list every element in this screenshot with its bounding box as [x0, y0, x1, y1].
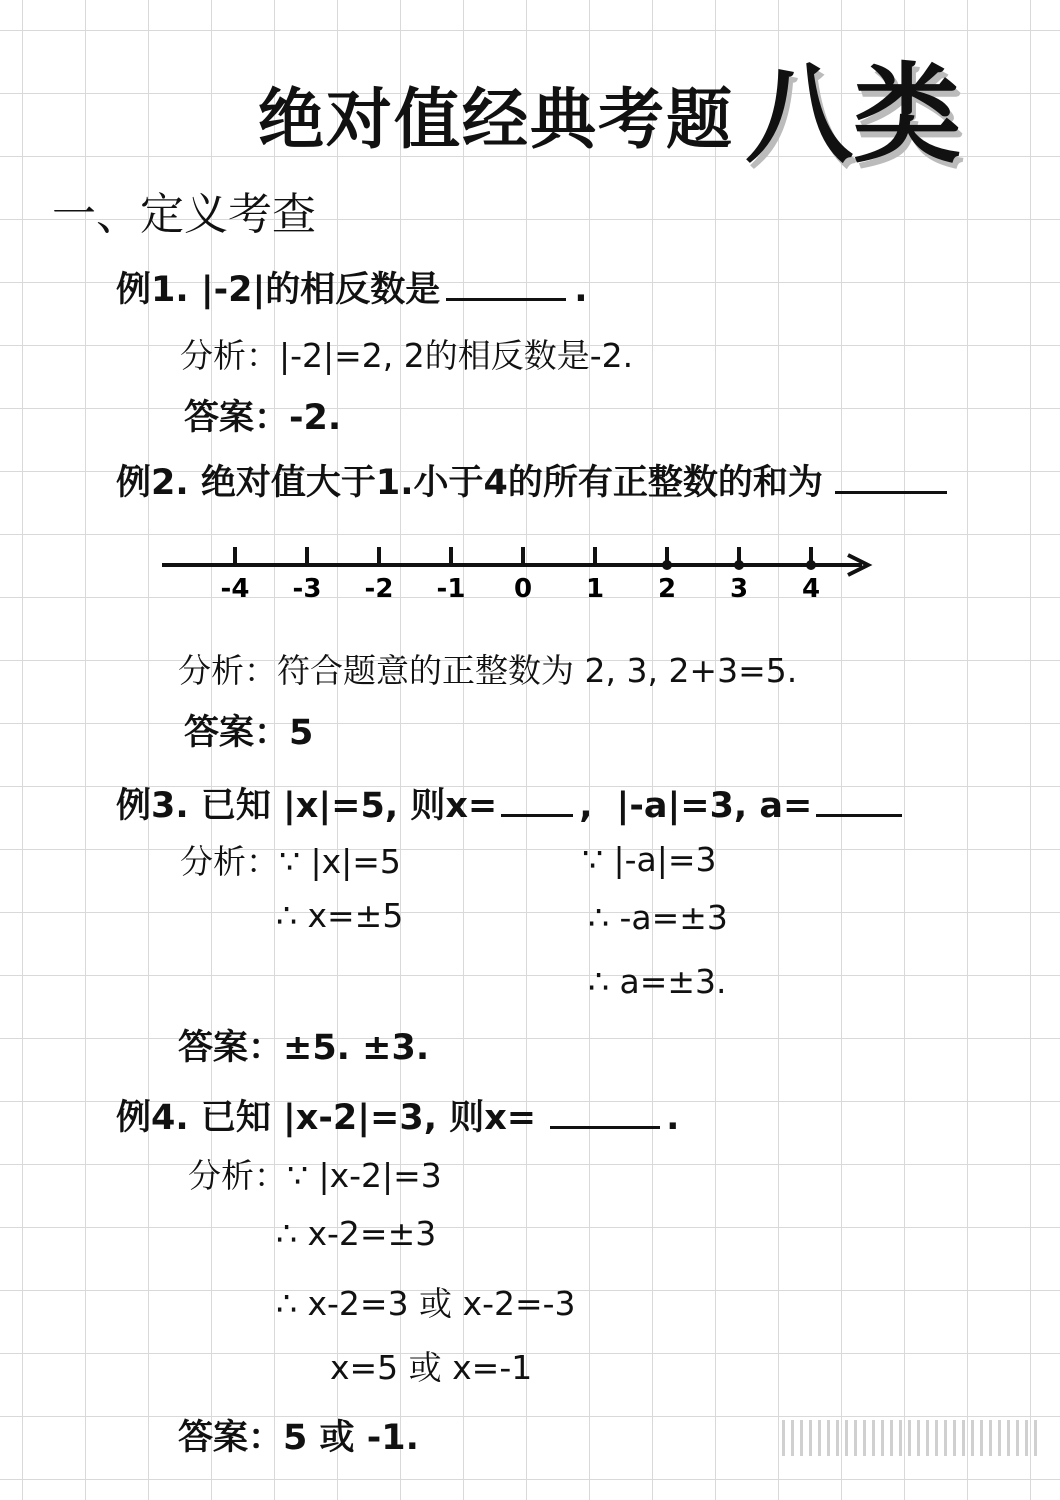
example-4-question-text: 例4. 已知 |x-2|=3, 则x= — [116, 1098, 537, 1138]
number-line-label: -3 — [292, 574, 322, 604]
example-1-answer: 答案：-2. — [184, 398, 342, 438]
page-title-emphasis: 八类 — [745, 53, 962, 178]
number-line-label: 1 — [585, 574, 605, 604]
example-3-question — [116, 778, 902, 828]
example-4-question-end: . — [666, 1098, 680, 1138]
number-line — [150, 520, 880, 610]
answer-blank — [501, 786, 573, 817]
watermark — [782, 1420, 1042, 1456]
example-2-answer: 答案：5 — [184, 713, 314, 753]
example-3-analysis-right-1: ∵ |-a|=3 — [582, 840, 717, 879]
section-heading: 一、定义考查 — [52, 189, 316, 240]
number-line-label: -4 — [220, 574, 250, 604]
number-line-marked-point — [734, 560, 744, 570]
example-2-analysis: 分析：符合题意的正整数为 2, 3, 2+3=5. — [178, 651, 798, 690]
number-line-label: 3 — [729, 574, 749, 604]
example-1-question-text: 例1. |-2|的相反数是 — [116, 270, 441, 310]
example-1-question — [116, 262, 588, 312]
example-3-analysis-right-3: ∴ a=±3. — [588, 962, 727, 1001]
example-3-analysis-left-1: 分析：∵ |x|=5 — [180, 842, 401, 881]
number-line-label: -2 — [364, 574, 394, 604]
page-title: 绝对值经典考题 — [258, 81, 734, 158]
example-4-analysis-4: x=5 或 x=-1 — [330, 1348, 533, 1387]
number-line-label: 0 — [513, 574, 533, 604]
example-4-analysis-1: 分析：∵ |x-2|=3 — [188, 1156, 442, 1195]
answer-blank — [816, 786, 902, 817]
number-line-marked-point — [662, 560, 672, 570]
example-3-analysis-left-2: ∴ x=±5 — [276, 896, 404, 935]
answer-blank — [550, 1098, 660, 1129]
example-4-analysis-2: ∴ x-2=±3 — [276, 1214, 437, 1253]
example-4-question — [116, 1090, 679, 1140]
example-2-question — [116, 455, 947, 505]
example-1-analysis: 分析：|-2|=2, 2的相反数是-2. — [180, 336, 634, 375]
example-2-question-text: 例2. 绝对值大于1.小于4的所有正整数的和为 — [116, 463, 823, 503]
number-line-marked-point — [806, 560, 816, 570]
number-line-label: 4 — [801, 574, 821, 604]
example-4-analysis-3: ∴ x-2=3 或 x-2=-3 — [276, 1284, 576, 1323]
example-3-question-a: 例3. 已知 |x|=5, 则x= — [116, 786, 498, 826]
example-3-separator: , — [579, 786, 593, 826]
number-line-label: -1 — [436, 574, 466, 604]
answer-blank — [835, 463, 947, 494]
number-line-label: 2 — [657, 574, 677, 604]
example-3-answer: 答案：±5. ±3. — [178, 1028, 430, 1068]
example-1-question-end: . — [574, 270, 588, 310]
answer-blank — [446, 270, 566, 301]
example-3-analysis-right-2: ∴ -a=±3 — [588, 898, 728, 937]
example-3-question-b: |-a|=3, a= — [616, 786, 813, 826]
example-4-answer: 答案：5 或 -1. — [178, 1418, 419, 1458]
